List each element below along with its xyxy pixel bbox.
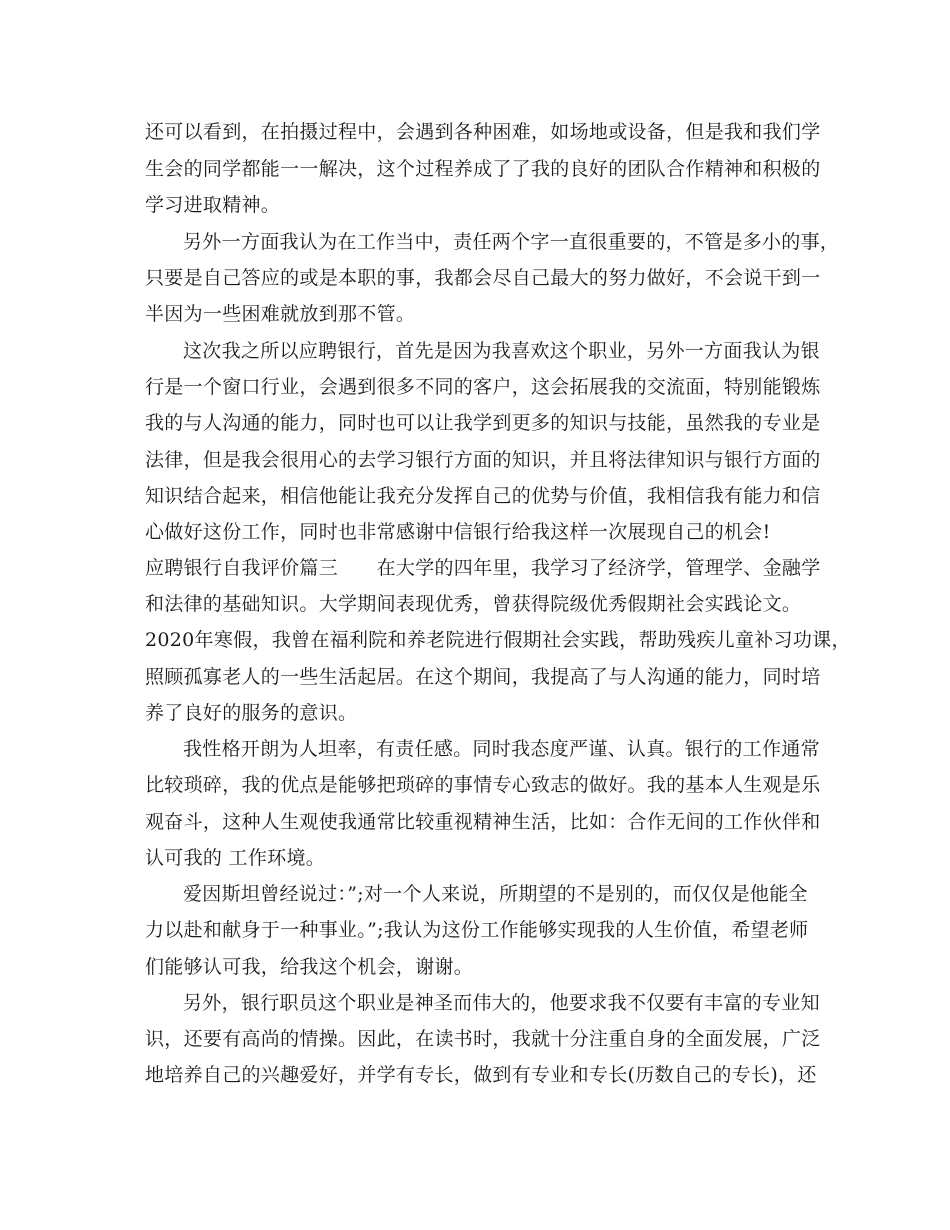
text-line: 识，还要有高尚的情操。因此，在读书时，我就十分注重自身的全面发展，广泛: [145, 1028, 821, 1050]
text-line: 我的与人沟通的能力，同时也可以让我学到更多的知识与技能，虽然我的专业是: [145, 412, 821, 434]
text-line: 照顾孤寡老人的一些生活起居。在这个期间，我提高了与人沟通的能力，同时培: [145, 666, 821, 688]
section-heading-line: 应聘银行自我评价篇三 在大学的四年里，我学习了经济学，管理学、金融学: [145, 557, 821, 579]
text-line: 我性格开朗为人坦率，有责任感。同时我态度严谨、认真。银行的工作通常: [183, 738, 820, 760]
text-line: 和法律的基础知识。大学期间表现优秀，曾获得院级优秀假期社会实践论文。: [145, 593, 802, 615]
text-line: 认可我的 工作环境。: [145, 847, 326, 869]
text-line: 地培养自己的兴趣爱好，并学有专长，做到有专业和专长(历数自己的专长)，还: [145, 1064, 817, 1086]
text-line: 另外一方面我认为在工作当中，责任两个字一直很重要的，不管是多小的事，: [183, 231, 840, 253]
text-line: 另外，银行职员这个职业是神圣而伟大的，他要求我不仅要有丰富的专业知: [183, 992, 820, 1014]
text-line: 这次我之所以应聘银行，首先是因为我喜欢这个职业，另外一方面我认为银: [183, 340, 820, 362]
text-line: 学习进取精神。: [145, 194, 281, 216]
text-line: 2020年寒假，我曾在福利院和养老院进行假期社会实践，帮助残疾儿童补习功课，: [145, 629, 851, 651]
text-line: 还可以看到，在拍摄过程中，会遇到各种困难，如场地或设备，但是我和我们学: [145, 121, 821, 143]
text-line: 知识结合起来，相信他能让我充分发挥自己的优势与价值，我相信我有能力和信: [145, 485, 821, 507]
text-line: 生会的同学都能一一解决，这个过程养成了了我的良好的团队合作精神和积极的: [145, 158, 821, 180]
text-line: 养了良好的服务的意识。: [145, 702, 358, 724]
text-line: 爱因斯坦曾经说过：”;对一个人来说，所期望的不是别的，而仅仅是他能全: [183, 883, 808, 905]
text-line: 行是一个窗口行业，会遇到很多不同的客户，这会拓展我的交流面，特别能锻炼: [145, 376, 821, 398]
text-line: 力以赴和献身于一种事业。”;我认为这份工作能够实现我的人生价值，希望老师: [145, 919, 809, 941]
text-line: 们能够认可我，给我这个机会，谢谢。: [145, 956, 474, 978]
text-line: 心做好这份工作，同时也非常感谢中信银行给我这样一次展现自己的机会!: [145, 521, 771, 543]
text-line: 观奋斗，这种人生观使我通常比较重视精神生活，比如：合作无间的工作伙伴和: [145, 811, 821, 833]
text-line: 只要是自己答应的或是本职的事，我都会尽自己最大的努力做好，不会说干到一: [145, 267, 821, 289]
text-line: 比较琐碎，我的优点是能够把琐碎的事情专心致志的做好。我的基本人生观是乐: [145, 774, 821, 796]
text-line: 法律，但是我会很用心的去学习银行方面的知识，并且将法律知识与银行方面的: [145, 449, 821, 471]
text-line: 半因为一些困难就放到那不管。: [145, 303, 416, 325]
